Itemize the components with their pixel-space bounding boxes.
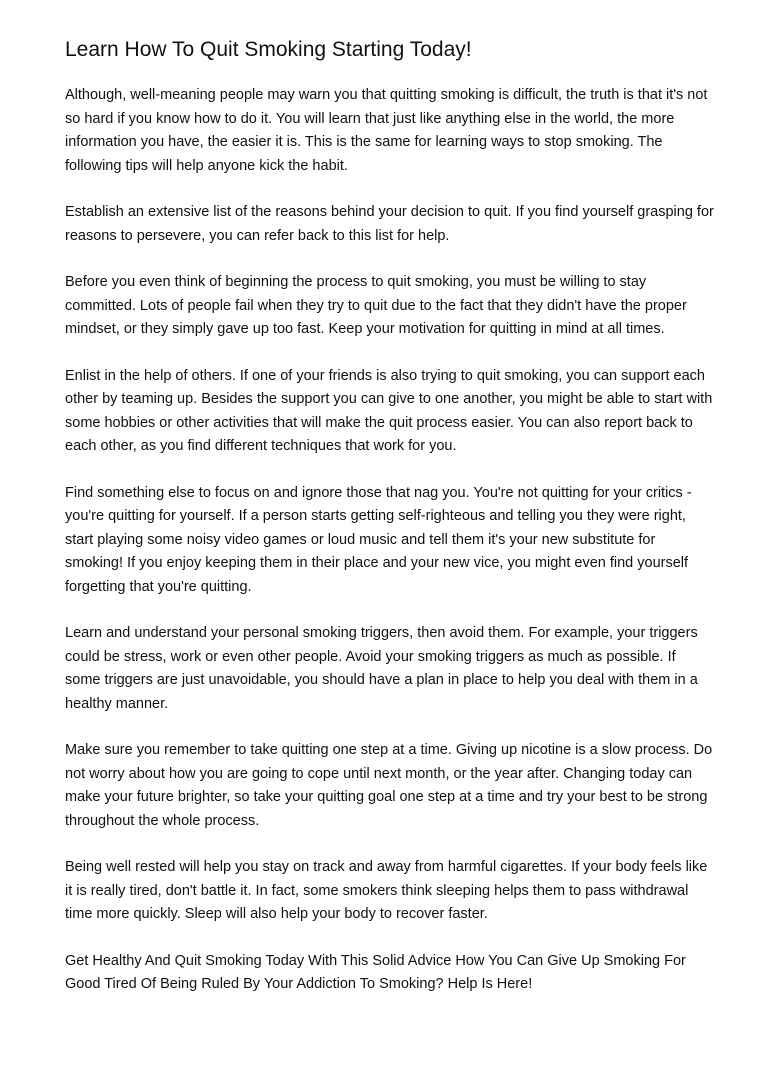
footer-related-links: Get Healthy And Quit Smoking Today With This Solid Advice How You Can Give Up Smoking For Good Tired Of Being Ruled By Your Addiction To Smoking? Help Is Here! bbox=[65, 952, 686, 992]
paragraph-intro: Although, well-meaning people may warn you that quitting smoking is difficult, the truth is that it's not so hard if you know how to do it. You will learn that just like anything else in the world, the more information you have, the easier it is. This is the same for learning ways to stop smoking. The following tips will help anyone kick the habit. bbox=[65, 87, 708, 174]
paragraph-one-step: Make sure you remember to take quitting one step at a time. Giving up nicotine is a slow process. Do not worry about how you are going to cope until next month, or the year after. Changing today can make your future brighter, so take your quitting goal one step at a time and try your best to be strong throughout the whole process. bbox=[65, 742, 713, 829]
document-page bbox=[65, 36, 715, 997]
paragraph-triggers: Learn and understand your personal smoking triggers, then avoid them. For example, your triggers could be stress, work or even other people. Avoid your smoking triggers as much as possible. If some triggers are just unavoidable, you should have a plan in place to help you deal with them in a healthy manner. bbox=[65, 625, 698, 712]
paragraph-reasons-list: Establish an extensive list of the reasons behind your decision to quit. If you find yourself grasping for reasons to persevere, you can refer back to this list for help. bbox=[65, 204, 714, 244]
page-title: Learn How To Quit Smoking Starting Today! bbox=[65, 38, 472, 61]
paragraph-commitment: Before you even think of beginning the process to quit smoking, you must be willing to stay committed. Lots of people fail when they try to quit due to the fact that they didn't have the proper mindset, or they simply gave up too fast. Keep your motivation for quitting in mind at all times. bbox=[65, 274, 687, 337]
paragraph-well-rested: Being well rested will help you stay on track and away from harmful cigarettes. If your body feels like it is really tired, don't battle it. In fact, some smokers think sleeping helps them to pass withdrawal time more quickly. Sleep will also help your body to recover faster. bbox=[65, 859, 708, 922]
paragraph-ignore-critics: Find something else to focus on and ignore those that nag you. You're not quitting for your critics - you're quitting for yourself. If a person starts getting self-righteous and telling you they were right, start playing some noisy video games or loud music and tell them it's your new substitute for smoking! If you enjoy keeping them in their place and your new vice, you might even find yourself forgetting that you're quitting. bbox=[65, 484, 692, 595]
paragraph-enlist-help: Enlist in the help of others. If one of your friends is also trying to quit smoking, you can support each other by teaming up. Besides the support you can give to one another, you might be able to start with some hobbies or other activities that will make the quit process easier. You can also report back to each other, as you find different techniques that work for you. bbox=[65, 367, 713, 454]
